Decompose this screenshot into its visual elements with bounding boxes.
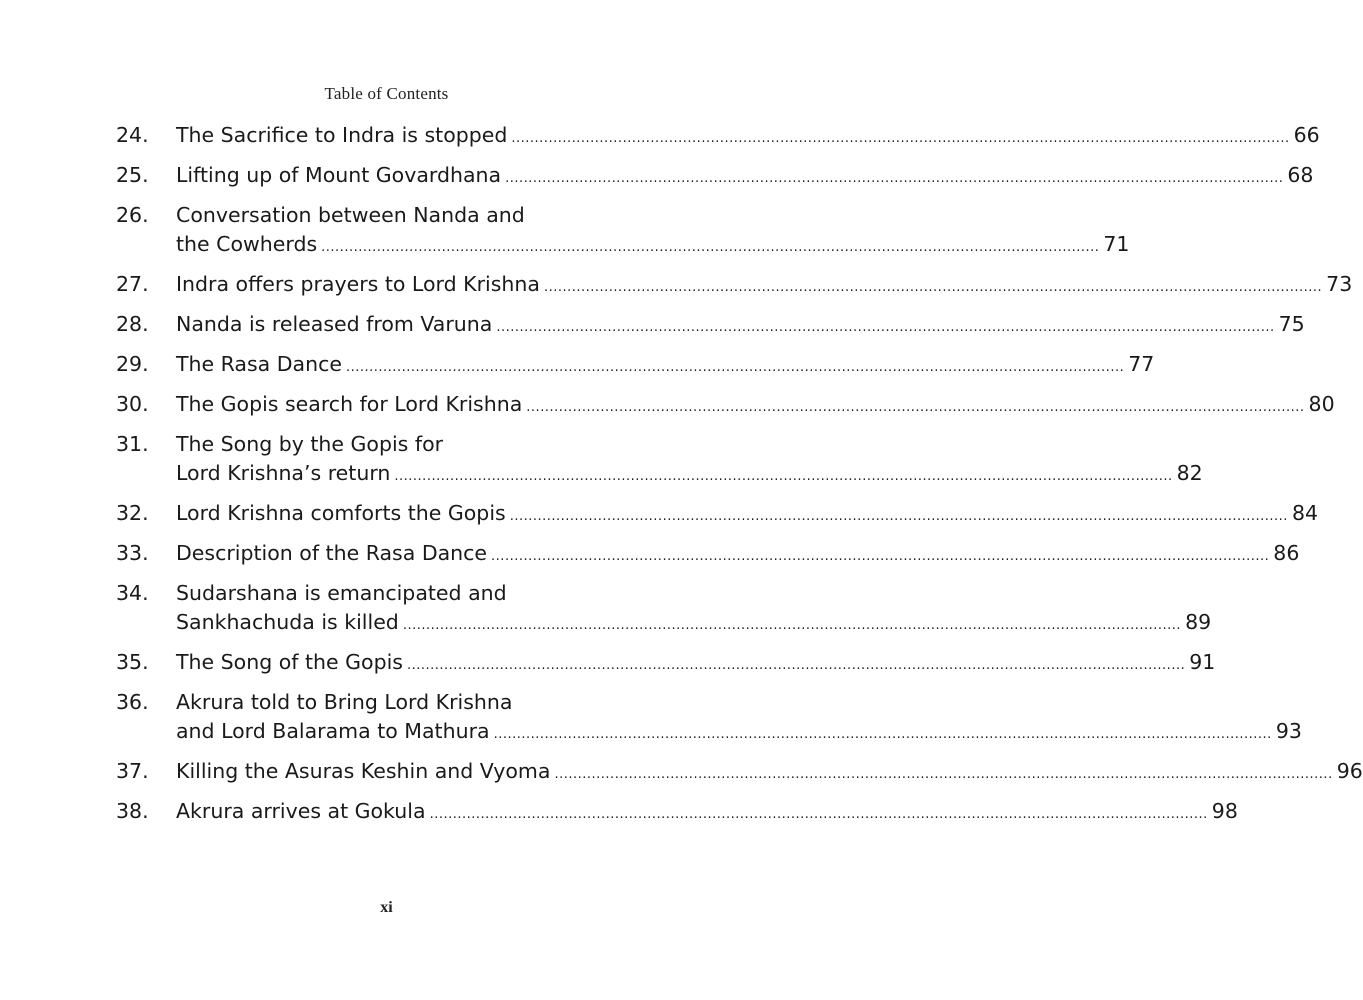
chapter-title: The Gopis search for Lord Krishna bbox=[176, 392, 523, 416]
chapter-number: 28. bbox=[116, 312, 149, 336]
chapter-title: Lord Krishna’s return bbox=[176, 461, 391, 485]
chapter-number: 32. bbox=[116, 501, 149, 525]
page-number: 77 bbox=[1128, 352, 1155, 376]
dot-leader bbox=[403, 611, 1181, 640]
page-number: 82 bbox=[1176, 461, 1203, 485]
toc-entry bbox=[116, 270, 1353, 299]
chapter-title: the Cowherds bbox=[176, 232, 318, 256]
dot-leader bbox=[494, 720, 1272, 749]
dot-leader bbox=[511, 124, 1289, 153]
chapter-title: and Lord Balarama to Mathura bbox=[176, 719, 490, 743]
chapter-title-line: Conversation between Nanda and bbox=[176, 203, 525, 227]
chapter-title: The Sacrifice to Indra is stopped bbox=[176, 123, 508, 147]
chapter-title: Lord Krishna comforts the Gopis bbox=[176, 501, 506, 525]
page-number: 91 bbox=[1189, 650, 1216, 674]
page-folio: xi bbox=[380, 899, 393, 916]
dot-leader bbox=[394, 462, 1172, 491]
chapter-number: 33. bbox=[116, 541, 149, 565]
dot-leader bbox=[491, 542, 1269, 571]
chapter-title: Indra offers prayers to Lord Krishna bbox=[176, 272, 540, 296]
page-number: 98 bbox=[1211, 799, 1238, 823]
chapter-title: Lifting up of Mount Govardhana bbox=[176, 163, 502, 187]
dot-leader bbox=[544, 273, 1322, 302]
chapter-number: 30. bbox=[116, 392, 149, 416]
table-of-contents bbox=[116, 121, 1363, 837]
toc-entry bbox=[116, 688, 1302, 746]
toc-entry bbox=[116, 579, 1212, 637]
chapter-number: 27. bbox=[116, 272, 149, 296]
toc-entry bbox=[116, 797, 1238, 826]
toc-entry bbox=[116, 430, 1203, 488]
page-number: 75 bbox=[1278, 312, 1305, 336]
chapter-title-line: The Song by the Gopis for bbox=[176, 432, 444, 456]
toc-entry bbox=[116, 499, 1319, 528]
chapter-title: Description of the Rasa Dance bbox=[176, 541, 488, 565]
running-head: Table of Contents bbox=[324, 84, 449, 103]
dot-leader bbox=[510, 502, 1288, 531]
toc-entry bbox=[116, 757, 1363, 786]
toc-entry bbox=[116, 648, 1216, 677]
chapter-title: Akrura arrives at Gokula bbox=[176, 799, 426, 823]
page-number: 96 bbox=[1336, 759, 1363, 783]
toc-entry bbox=[116, 310, 1305, 339]
dot-leader bbox=[321, 233, 1099, 262]
toc-entry bbox=[116, 121, 1320, 150]
dot-leader bbox=[505, 164, 1283, 193]
dot-leader bbox=[554, 760, 1332, 789]
dot-leader bbox=[526, 393, 1304, 422]
dot-leader bbox=[346, 353, 1124, 382]
chapter-number: 34. bbox=[116, 581, 149, 605]
page-number: 68 bbox=[1287, 163, 1314, 187]
chapter-title: The Rasa Dance bbox=[176, 352, 342, 376]
page-number: 73 bbox=[1326, 272, 1353, 296]
chapter-number: 38. bbox=[116, 799, 149, 823]
page-number: 80 bbox=[1308, 392, 1335, 416]
chapter-title: Killing the Asuras Keshin and Vyoma bbox=[176, 759, 551, 783]
chapter-number: 25. bbox=[116, 163, 149, 187]
chapter-number: 24. bbox=[116, 123, 149, 147]
toc-entry bbox=[116, 201, 1130, 259]
toc-entry bbox=[116, 350, 1155, 379]
page-number: 71 bbox=[1103, 232, 1130, 256]
chapter-title: The Song of the Gopis bbox=[176, 650, 403, 674]
page-number: 89 bbox=[1185, 610, 1212, 634]
chapter-number: 26. bbox=[116, 203, 149, 227]
dot-leader bbox=[496, 313, 1274, 342]
chapter-title-line: Sudarshana is emancipated and bbox=[176, 581, 507, 605]
dot-leader bbox=[430, 800, 1208, 829]
chapter-number: 35. bbox=[116, 650, 149, 674]
chapter-number: 31. bbox=[116, 432, 149, 456]
toc-entry bbox=[116, 390, 1335, 419]
chapter-title-line: Akrura told to Bring Lord Krishna bbox=[176, 690, 513, 714]
chapter-title: Sankhachuda is killed bbox=[176, 610, 399, 634]
dot-leader bbox=[407, 651, 1185, 680]
page-number: 84 bbox=[1291, 501, 1319, 525]
page-number: 93 bbox=[1275, 719, 1302, 743]
chapter-number: 37. bbox=[116, 759, 149, 783]
chapter-title: Nanda is released from Varuna bbox=[176, 312, 493, 336]
chapter-number: 36. bbox=[116, 690, 149, 714]
page-number: 86 bbox=[1273, 541, 1300, 565]
page-number: 66 bbox=[1293, 123, 1320, 147]
toc-entry bbox=[116, 161, 1314, 190]
chapter-number: 29. bbox=[116, 352, 149, 376]
toc-entry bbox=[116, 539, 1300, 568]
